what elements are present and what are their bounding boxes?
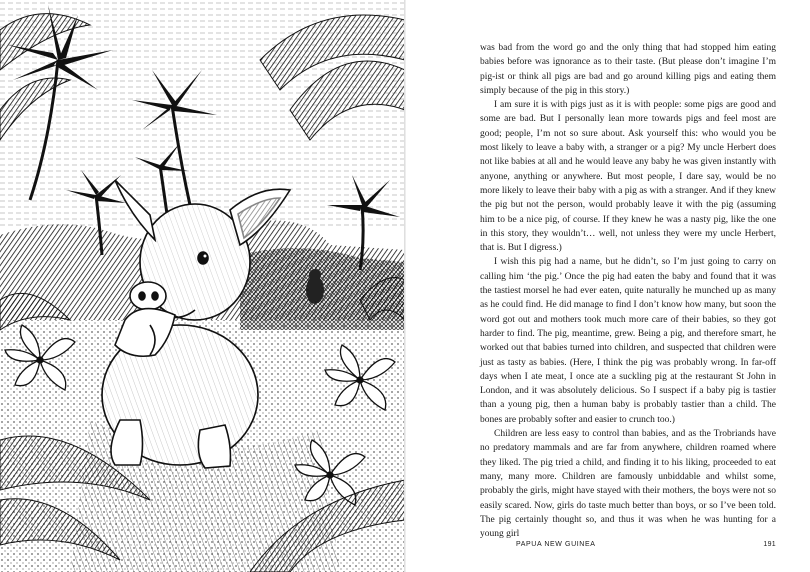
- body-text: [480, 41, 776, 541]
- text-page: [406, 0, 810, 572]
- paragraph: Children are less easy to control than babies, and as the Trobriands have no predatory mammals and are far from anywhere, children roamed where they liked. The pig tried a child, and finding it to his liking, proceeded to eat many, many more. Children are famously unbiddable and whilst some, probably the girls, might have stayed with their mothers, the boys were not so easily scared. Now, girls do taste much better than boys, or so I’ve been told. The pig certainly thought so, and thus it was when he was hunting for a young girl: [480, 429, 776, 540]
- paragraph: was bad from the word go and the only thing that had stopped him eating babies before was ignorance as to their taste. (But please don’t imagine I’m pig-ist or think all pigs are bad and go around killing pigs and eating them simply because of the pig in this story.): [480, 43, 776, 96]
- paragraph: I wish this pig had a name, but he didn’t, so I’m just going to carry on calling him ‘the pig.’ Once the pig had eaten the baby and found that it was the tastiest morsel he had ever eaten, quite naturally he munched up as many as he could find. He did manage to find I don’t know how many, but soon the word got out and mothers took much more care of their babies, so they got harder to find. The pig, meantime, grew. Being a pig, and therefore smart, he worked out that babies turned into children, and suspected that children were just as tasty as babies. (Here, I think the pig was probably wrong. In far-off days when I ate meat, I once ate a suckling pig at the restaurant St John in London, and it was absolutely delicious. So I suspect if a baby pig is tastier than a young pig, then a human baby is probably tastier than a child. The bones are probably softer and easier to crunch too.): [480, 257, 776, 425]
- running-head: PAPUA NEW GUINEA: [516, 541, 596, 548]
- paragraph: I am sure it is with pigs just as it is with people: some pigs are good and some are bad. But I personally lean more towards pigs and feel most are good; people, I’m not so sure about. Ask yourself this: who would you be most likely to leave a baby with, a stranger or a pig? My uncle Herbert does not like babies at all and he would leave any baby he was given instantly with anyone, anything or anywhere. But most people, I dare say, would be no more likely to leave their baby with a pig as with a stranger. And if they knew the pig but not the person, would probably leave it with the pig (assuming him to be a nice pig, of course. If they knew he was a nasty pig, like the one in this story, they wouldn’t… well, not unless they were my uncle Herbert, that is. But I digress.): [480, 100, 776, 254]
- page-number: 191: [763, 541, 776, 548]
